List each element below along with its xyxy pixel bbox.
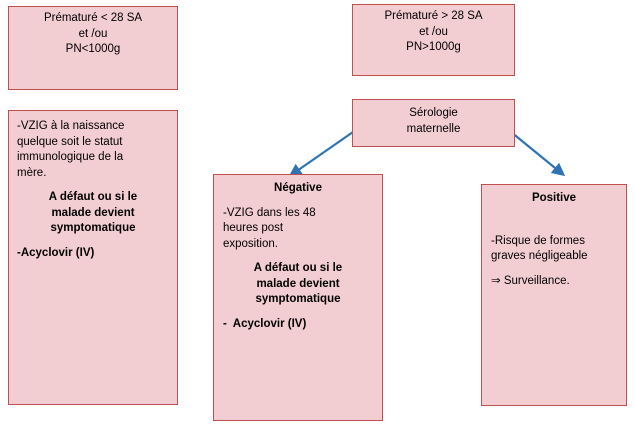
negative-spacer-1 <box>223 252 373 261</box>
treatment-line-5: A défaut ou si le <box>48 191 138 204</box>
arrow-serology-to-negative <box>294 132 353 173</box>
treatment-line-6: malade devient <box>51 206 135 219</box>
maternal-serology-box <box>352 99 515 147</box>
positive-spacer-1 <box>491 265 617 274</box>
serology-line-2: maternelle <box>406 122 461 135</box>
treatment-line-3: immunologique de la <box>17 151 124 164</box>
premature-over-28-line-3: PN>1000g <box>406 41 461 54</box>
premature-over-28-line-2: et /ou <box>419 25 448 38</box>
treatment-line-1: -VZIG à la naissance <box>17 120 125 132</box>
treatment-spacer-2 <box>17 237 169 246</box>
premature-under-28-box <box>8 6 178 90</box>
arrow-serology-to-positive <box>511 132 560 172</box>
premature-over-28-line-1: Prématuré > 28 SA <box>384 10 483 22</box>
treatment-line-8: -Acyclovir (IV) <box>17 246 95 259</box>
positive-line-3: ⇒ Surveillance. <box>491 274 570 287</box>
positive-heading: Positive <box>531 192 577 204</box>
negative-heading: Négative <box>274 182 322 194</box>
negative-line-6: symptomatique <box>255 293 341 306</box>
premature-under-28-line-1: Prématuré < 28 SA <box>43 12 143 24</box>
treatment-line-2: quelque soit le statut <box>17 135 123 148</box>
negative-line-1: -VZIG dans les 48 <box>223 206 316 219</box>
treatment-line-7: symptomatique <box>50 222 136 235</box>
positive-spacer-0 <box>491 207 617 216</box>
positive-line-1: -Risque de formes <box>491 234 585 247</box>
negative-line-5: malade devient <box>256 277 340 290</box>
premature-under-28-line-3: PN<1000g <box>65 43 121 56</box>
premature-under-28-line-2: et /ou <box>78 27 108 40</box>
negative-spacer-0 <box>223 197 373 206</box>
positive-line-2: graves négligeable <box>491 250 588 263</box>
negative-result-box <box>213 174 383 421</box>
treatment-line-4: mère. <box>17 166 47 179</box>
positive-result-box <box>481 184 627 406</box>
premature-over-28-box <box>352 4 515 76</box>
treatment-spacer-1 <box>17 181 169 190</box>
negative-line-4: A défaut ou si le <box>253 262 343 275</box>
serology-line-1: Sérologie <box>409 107 458 119</box>
negative-line-2: heures post <box>223 222 284 235</box>
positive-spacer-0c <box>491 225 617 234</box>
positive-spacer-0b <box>491 216 617 225</box>
negative-line-3: exposition. <box>223 237 278 250</box>
negative-line-7: - Acyclovir (IV) <box>223 317 307 330</box>
negative-spacer-2 <box>223 308 373 317</box>
treatment-under-28-box <box>8 110 178 405</box>
